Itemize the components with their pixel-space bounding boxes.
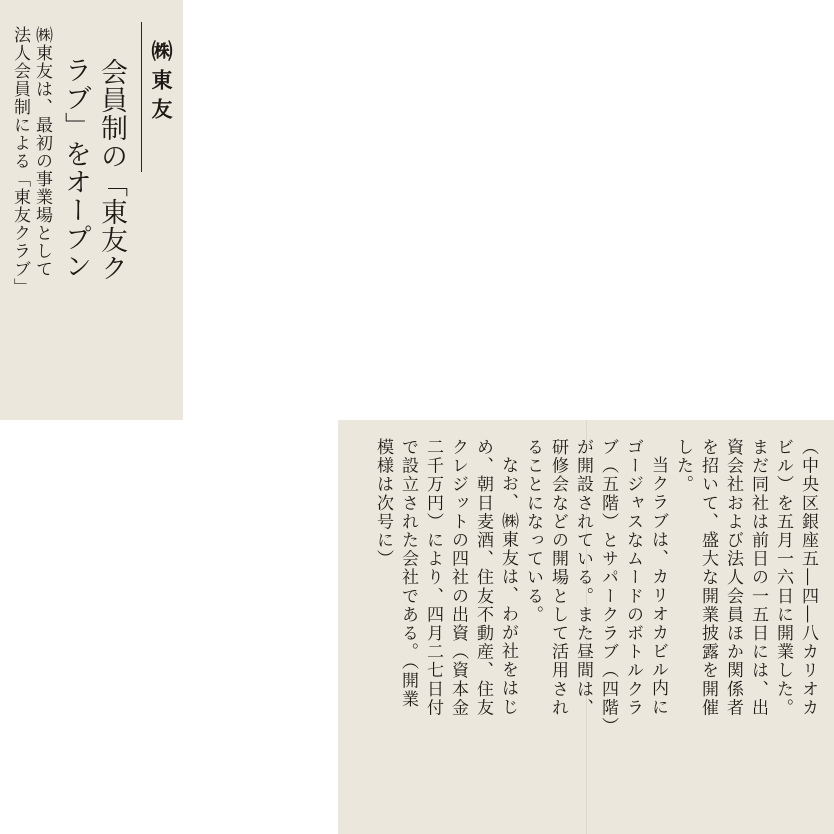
company-mark: ㈱ [149,40,173,69]
lead-line-1: ㈱東友は、最初の事業場として [32,26,52,278]
body-line: 資会社および法人会員ほか関係者 [723,438,743,717]
body-line: 当クラブは、カリオカビル内に [648,456,668,717]
body-line: ゴージャスなムードのボトルクラ [623,438,643,717]
company-name [150,40,171,127]
body-line: 二千万円）により、四月二七日付 [423,438,443,717]
body-line: め、朝日麦酒、住友不動産、住友 [473,438,493,717]
body-line: した。 [673,438,693,494]
body-line: ビル）を五月一六日に開業した。 [773,438,793,717]
body-line: クレジットの四社の出資（資本金 [448,438,468,717]
body-line: ブ（五階）とサパークラブ（四階） [598,438,618,736]
body-line: で設立された会社である。（開業 [398,438,418,709]
body-line: を招いて、盛大な開業披露を開催 [698,438,718,717]
company-name-text: 東友 [149,69,173,127]
headline-line-1: 会員制の「東友ク [96,58,127,282]
news-clipping-body [338,420,834,834]
body-line: が開設されている。また昼間は、 [573,438,593,717]
lead-line-2: 法人会員制による「東友クラブ」 [10,26,30,296]
body-line: まだ同社は前日の一五日には、出 [748,438,768,717]
company-tag-box [141,22,180,172]
news-clipping-headline [0,0,183,420]
body-line: 模様は次号に） [373,438,393,569]
body-line: （中央区銀座五―四―八カリオカ [798,438,818,717]
headline-line-2: ラブ」をオープン [60,56,91,280]
body-line: なお、㈱東友は、わが社をはじ [498,456,518,717]
body-line: 研修会などの開場として活用され [548,438,568,717]
body-line: ることになっている。 [523,438,543,624]
